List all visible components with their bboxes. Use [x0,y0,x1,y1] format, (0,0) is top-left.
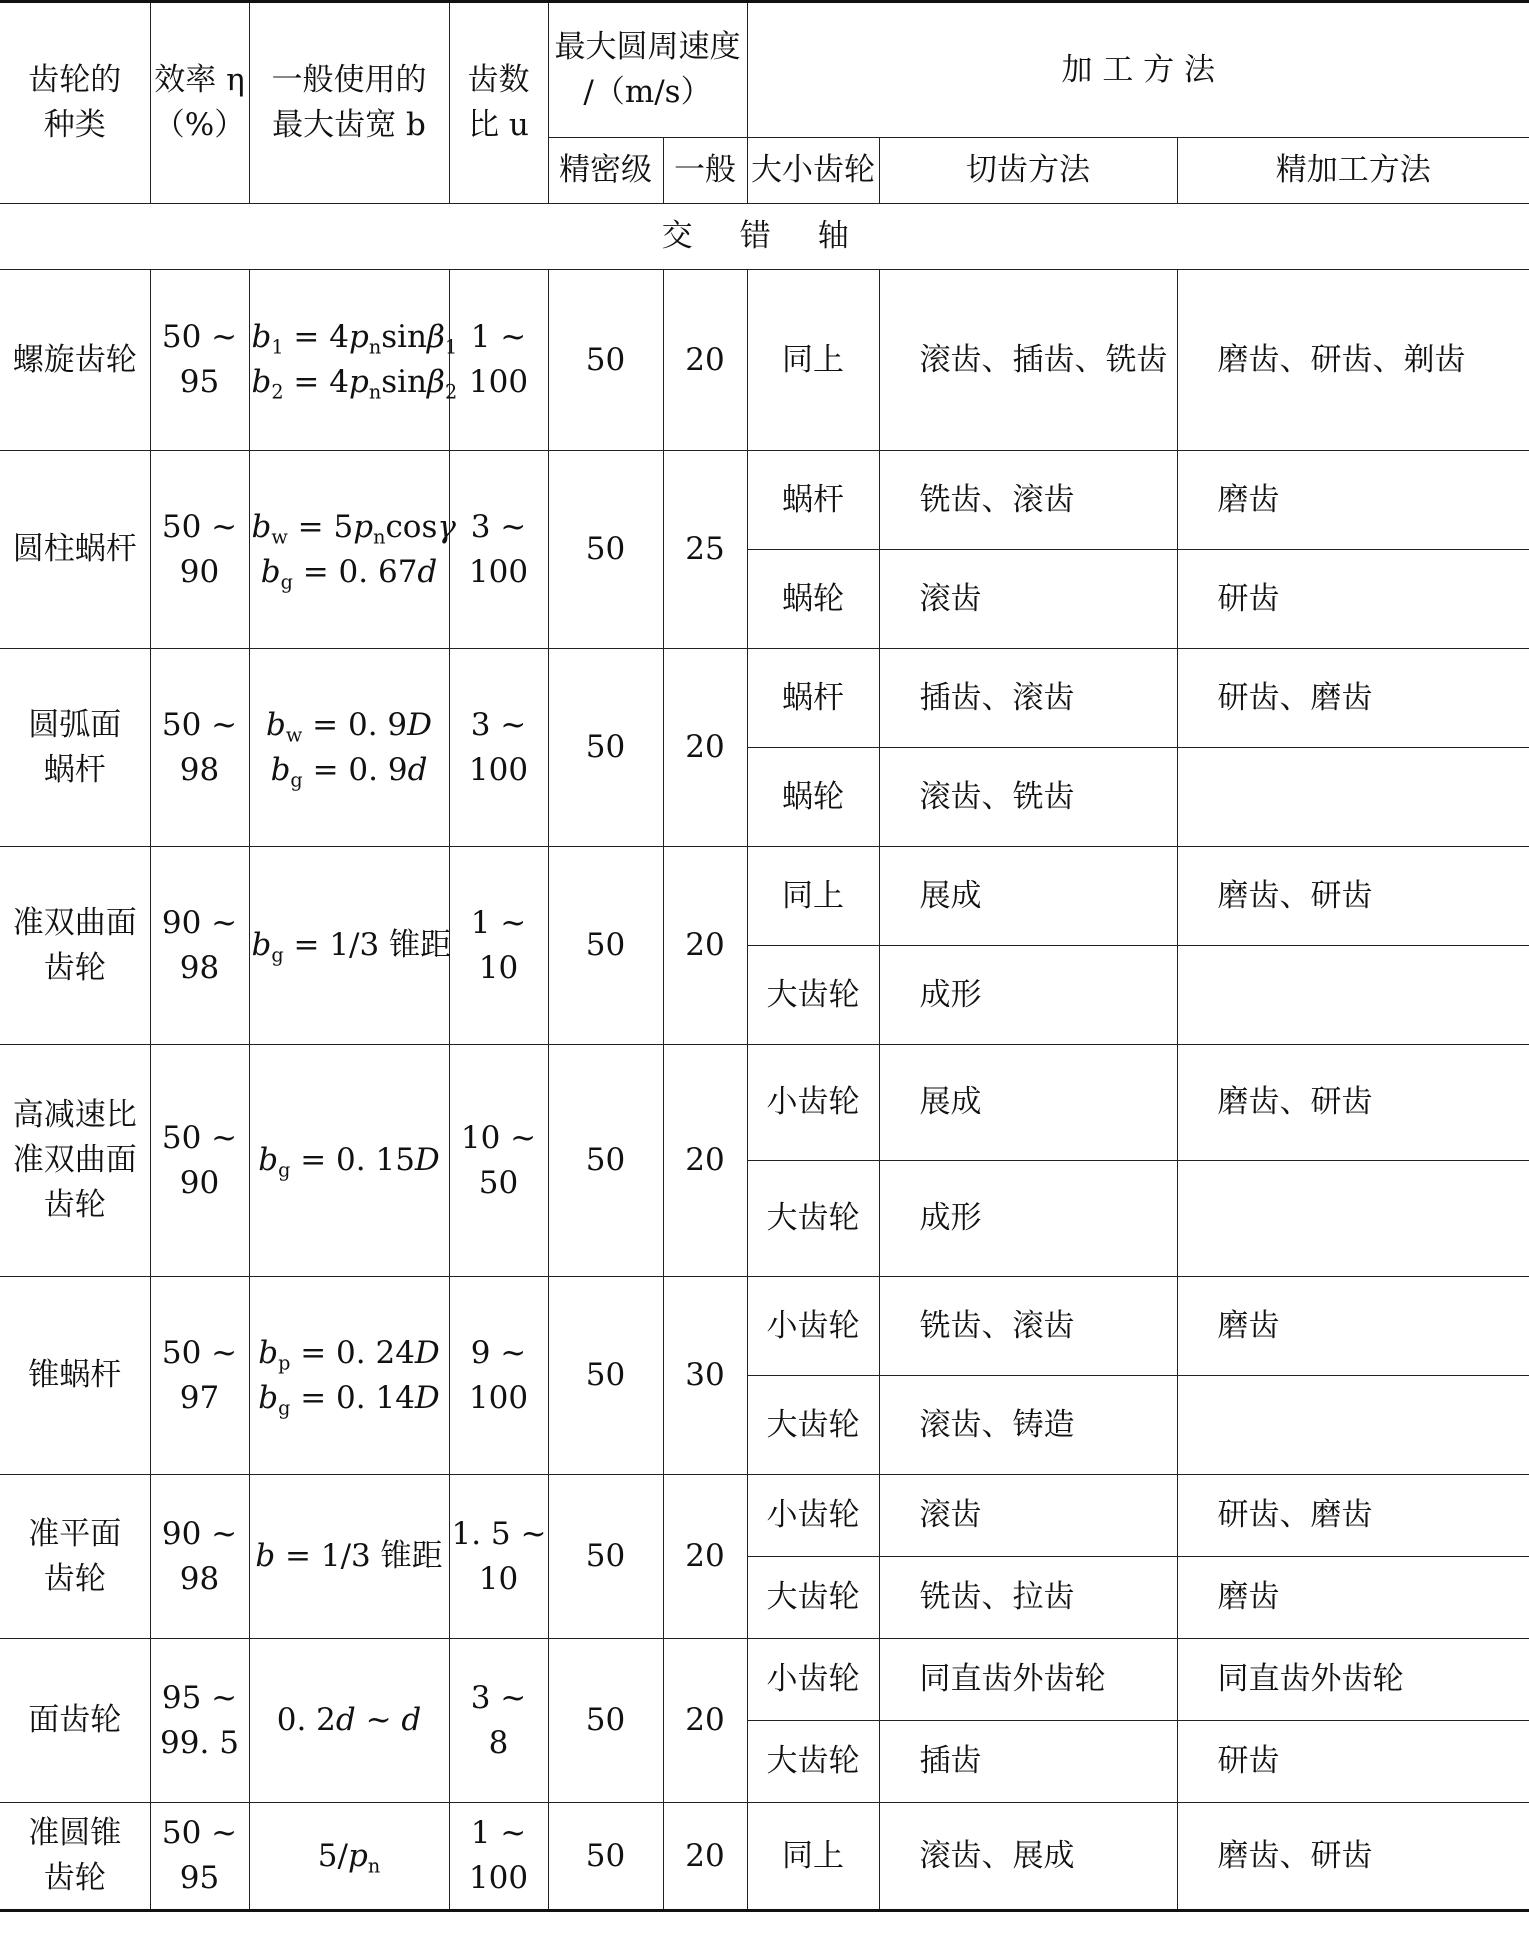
cutting-method-cell: 展成 [879,847,1177,946]
gear-type-cell: 螺旋齿轮 [0,270,150,451]
gear-ratio-cell: 3 ~ 100 [449,649,548,847]
finishing-method-cell: 磨齿、研齿、剃齿 [1177,270,1529,451]
efficiency-cell: 50 ~ 95 [150,270,249,451]
efficiency-cell: 50 ~ 90 [150,1045,249,1277]
table-row [0,451,1529,550]
header-speed-general: 一般 [663,138,747,204]
gear-cell: 同上 [747,1803,879,1911]
cutting-method-cell: 铣齿、滚齿 [879,1277,1177,1376]
face-width-formula: 0. 2d ~ d [249,1639,449,1803]
header-processing-method: 加 工 方 法 [747,2,1529,138]
gear-cell: 小齿轮 [747,1639,879,1721]
gear-ratio-cell: 1 ~ 10 [449,847,548,1045]
gear-type-cell: 锥蜗杆 [0,1277,150,1475]
header-gear-ratio: 齿数 比 u [449,2,548,204]
cutting-method-cell: 滚齿 [879,1475,1177,1557]
efficiency-cell: 50 ~ 95 [150,1803,249,1911]
efficiency-cell: 50 ~ 97 [150,1277,249,1475]
header-max-face-width: 一般使用的 最大齿宽 b [249,2,449,204]
finishing-method-cell: 研齿 [1177,550,1529,649]
general-speed-cell: 20 [663,1475,747,1639]
header-gear-type: 齿轮的 种类 [0,2,150,204]
cutting-method-cell: 插齿、滚齿 [879,649,1177,748]
header-max-speed: 最大圆周速度 /（m/s） [548,2,747,138]
gear-type-cell: 圆柱蜗杆 [0,451,150,649]
header-speed-precision: 精密级 [548,138,663,204]
gear-ratio-cell: 1 ~ 100 [449,1803,548,1911]
precision-speed-cell: 50 [548,1803,663,1911]
gear-type-cell: 高减速比 准双曲面 齿轮 [0,1045,150,1277]
cutting-method-cell: 展成 [879,1045,1177,1161]
section-row [0,204,1529,270]
gear-ratio-cell: 10 ~ 50 [449,1045,548,1277]
gear-ratio-cell: 9 ~ 100 [449,1277,548,1475]
precision-speed-cell: 50 [548,1277,663,1475]
cutting-method-cell: 滚齿、插齿、铣齿 [879,270,1177,451]
face-width-formula: b = 1/3 锥距 [249,1475,449,1639]
finishing-method-cell: 磨齿、研齿 [1177,1803,1529,1911]
cutting-method-cell: 铣齿、滚齿 [879,451,1177,550]
cutting-method-cell: 滚齿、铸造 [879,1376,1177,1475]
finishing-method-cell: 磨齿、研齿 [1177,847,1529,946]
header-efficiency: 效率 η （%） [150,2,249,204]
table-row [0,1475,1529,1557]
efficiency-cell: 50 ~ 90 [150,451,249,649]
cutting-method-cell: 成形 [879,1161,1177,1277]
gear-type-cell: 面齿轮 [0,1639,150,1803]
gear-type-cell: 准平面 齿轮 [0,1475,150,1639]
face-width-formula: $b_p = 0$. 24D $b_g = 0$. 14D [249,1277,449,1475]
cutting-method-cell: 滚齿、展成 [879,1803,1177,1911]
table-row [0,1277,1529,1376]
gear-cell: 同上 [747,270,879,451]
precision-speed-cell: 50 [548,270,663,451]
efficiency-cell: 50 ~ 98 [150,649,249,847]
table-row [0,847,1529,946]
precision-speed-cell: 50 [548,1639,663,1803]
gear-cell: 大齿轮 [747,1376,879,1475]
gear-type-cell: 准圆锥 齿轮 [0,1803,150,1911]
table-row [0,649,1529,748]
general-speed-cell: 20 [663,847,747,1045]
header-finishing-method: 精加工方法 [1177,138,1529,204]
table-row [0,1803,1529,1911]
finishing-method-cell: 磨齿 [1177,1557,1529,1639]
cutting-method-cell: 滚齿 [879,550,1177,649]
general-speed-cell: 20 [663,270,747,451]
gear-cell: 小齿轮 [747,1475,879,1557]
header-gear: 大小齿轮 [747,138,879,204]
finishing-method-cell: 研齿、磨齿 [1177,1475,1529,1557]
gear-type-cell: 圆弧面 蜗杆 [0,649,150,847]
gear-cell: 大齿轮 [747,1721,879,1803]
gear-type-cell: 准双曲面 齿轮 [0,847,150,1045]
header-cutting-method: 切齿方法 [879,138,1177,204]
general-speed-cell: 25 [663,451,747,649]
finishing-method-cell: 研齿、磨齿 [1177,649,1529,748]
cutting-method-cell: 插齿 [879,1721,1177,1803]
header-row-1 [0,2,1529,138]
face-width-formula: $b_g = 0$. 15D [249,1045,449,1277]
finishing-method-cell: 研齿 [1177,1721,1529,1803]
precision-speed-cell: 50 [548,1475,663,1639]
face-width-formula: $5/p_n$ [249,1803,449,1911]
table-row [0,1045,1529,1161]
gear-cell: 大齿轮 [747,1161,879,1277]
finishing-method-cell [1177,946,1529,1045]
precision-speed-cell: 50 [548,649,663,847]
precision-speed-cell: 50 [548,847,663,1045]
finishing-method-cell [1177,748,1529,847]
gear-cell: 同上 [747,847,879,946]
face-width-formula: $b_1 = 4p_n\sin\beta_1$ $b_2 = 4p_n\sin\beta_2$ [249,270,449,451]
gear-cell: 小齿轮 [747,1045,879,1161]
face-width-formula: $b_w = 5p_n\cos\gamma$ $b_g = 0$. 67d [249,451,449,649]
precision-speed-cell: 50 [548,451,663,649]
finishing-method-cell: 同直齿外齿轮 [1177,1639,1529,1721]
gear-ratio-cell: 3 ~ 8 [449,1639,548,1803]
cutting-method-cell: 成形 [879,946,1177,1045]
face-width-formula: $b_g = 1/3$ 锥距 [249,847,449,1045]
finishing-method-cell: 磨齿 [1177,451,1529,550]
gear-cell: 蜗杆 [747,451,879,550]
general-speed-cell: 20 [663,1803,747,1911]
finishing-method-cell [1177,1161,1529,1277]
cutting-method-cell: 同直齿外齿轮 [879,1639,1177,1721]
finishing-method-cell: 磨齿 [1177,1277,1529,1376]
table-row [0,1639,1529,1721]
gear-cell: 小齿轮 [747,1277,879,1376]
general-speed-cell: 30 [663,1277,747,1475]
gear-ratio-cell: 1 ~ 100 [449,270,548,451]
efficiency-cell: 90 ~ 98 [150,1475,249,1639]
face-width-formula: $b_w = 0$. 9D $b_g = 0$. 9d [249,649,449,847]
efficiency-cell: 95 ~ 99. 5 [150,1639,249,1803]
section-title: 交 错 轴 [0,204,1529,270]
cutting-method-cell: 铣齿、拉齿 [879,1557,1177,1639]
finishing-method-cell [1177,1376,1529,1475]
gear-cell: 蜗轮 [747,550,879,649]
gear-ratio-cell: 3 ~ 100 [449,451,548,649]
general-speed-cell: 20 [663,1045,747,1277]
gear-cell: 大齿轮 [747,946,879,1045]
precision-speed-cell: 50 [548,1045,663,1277]
general-speed-cell: 20 [663,649,747,847]
cutting-method-cell: 滚齿、铣齿 [879,748,1177,847]
gear-cell: 蜗轮 [747,748,879,847]
efficiency-cell: 90 ~ 98 [150,847,249,1045]
general-speed-cell: 20 [663,1639,747,1803]
gear-ratio-cell: 1. 5 ~ 10 [449,1475,548,1639]
gear-cell: 大齿轮 [747,1557,879,1639]
table-row [0,270,1529,451]
gear-cell: 蜗杆 [747,649,879,748]
finishing-method-cell: 磨齿、研齿 [1177,1045,1529,1161]
